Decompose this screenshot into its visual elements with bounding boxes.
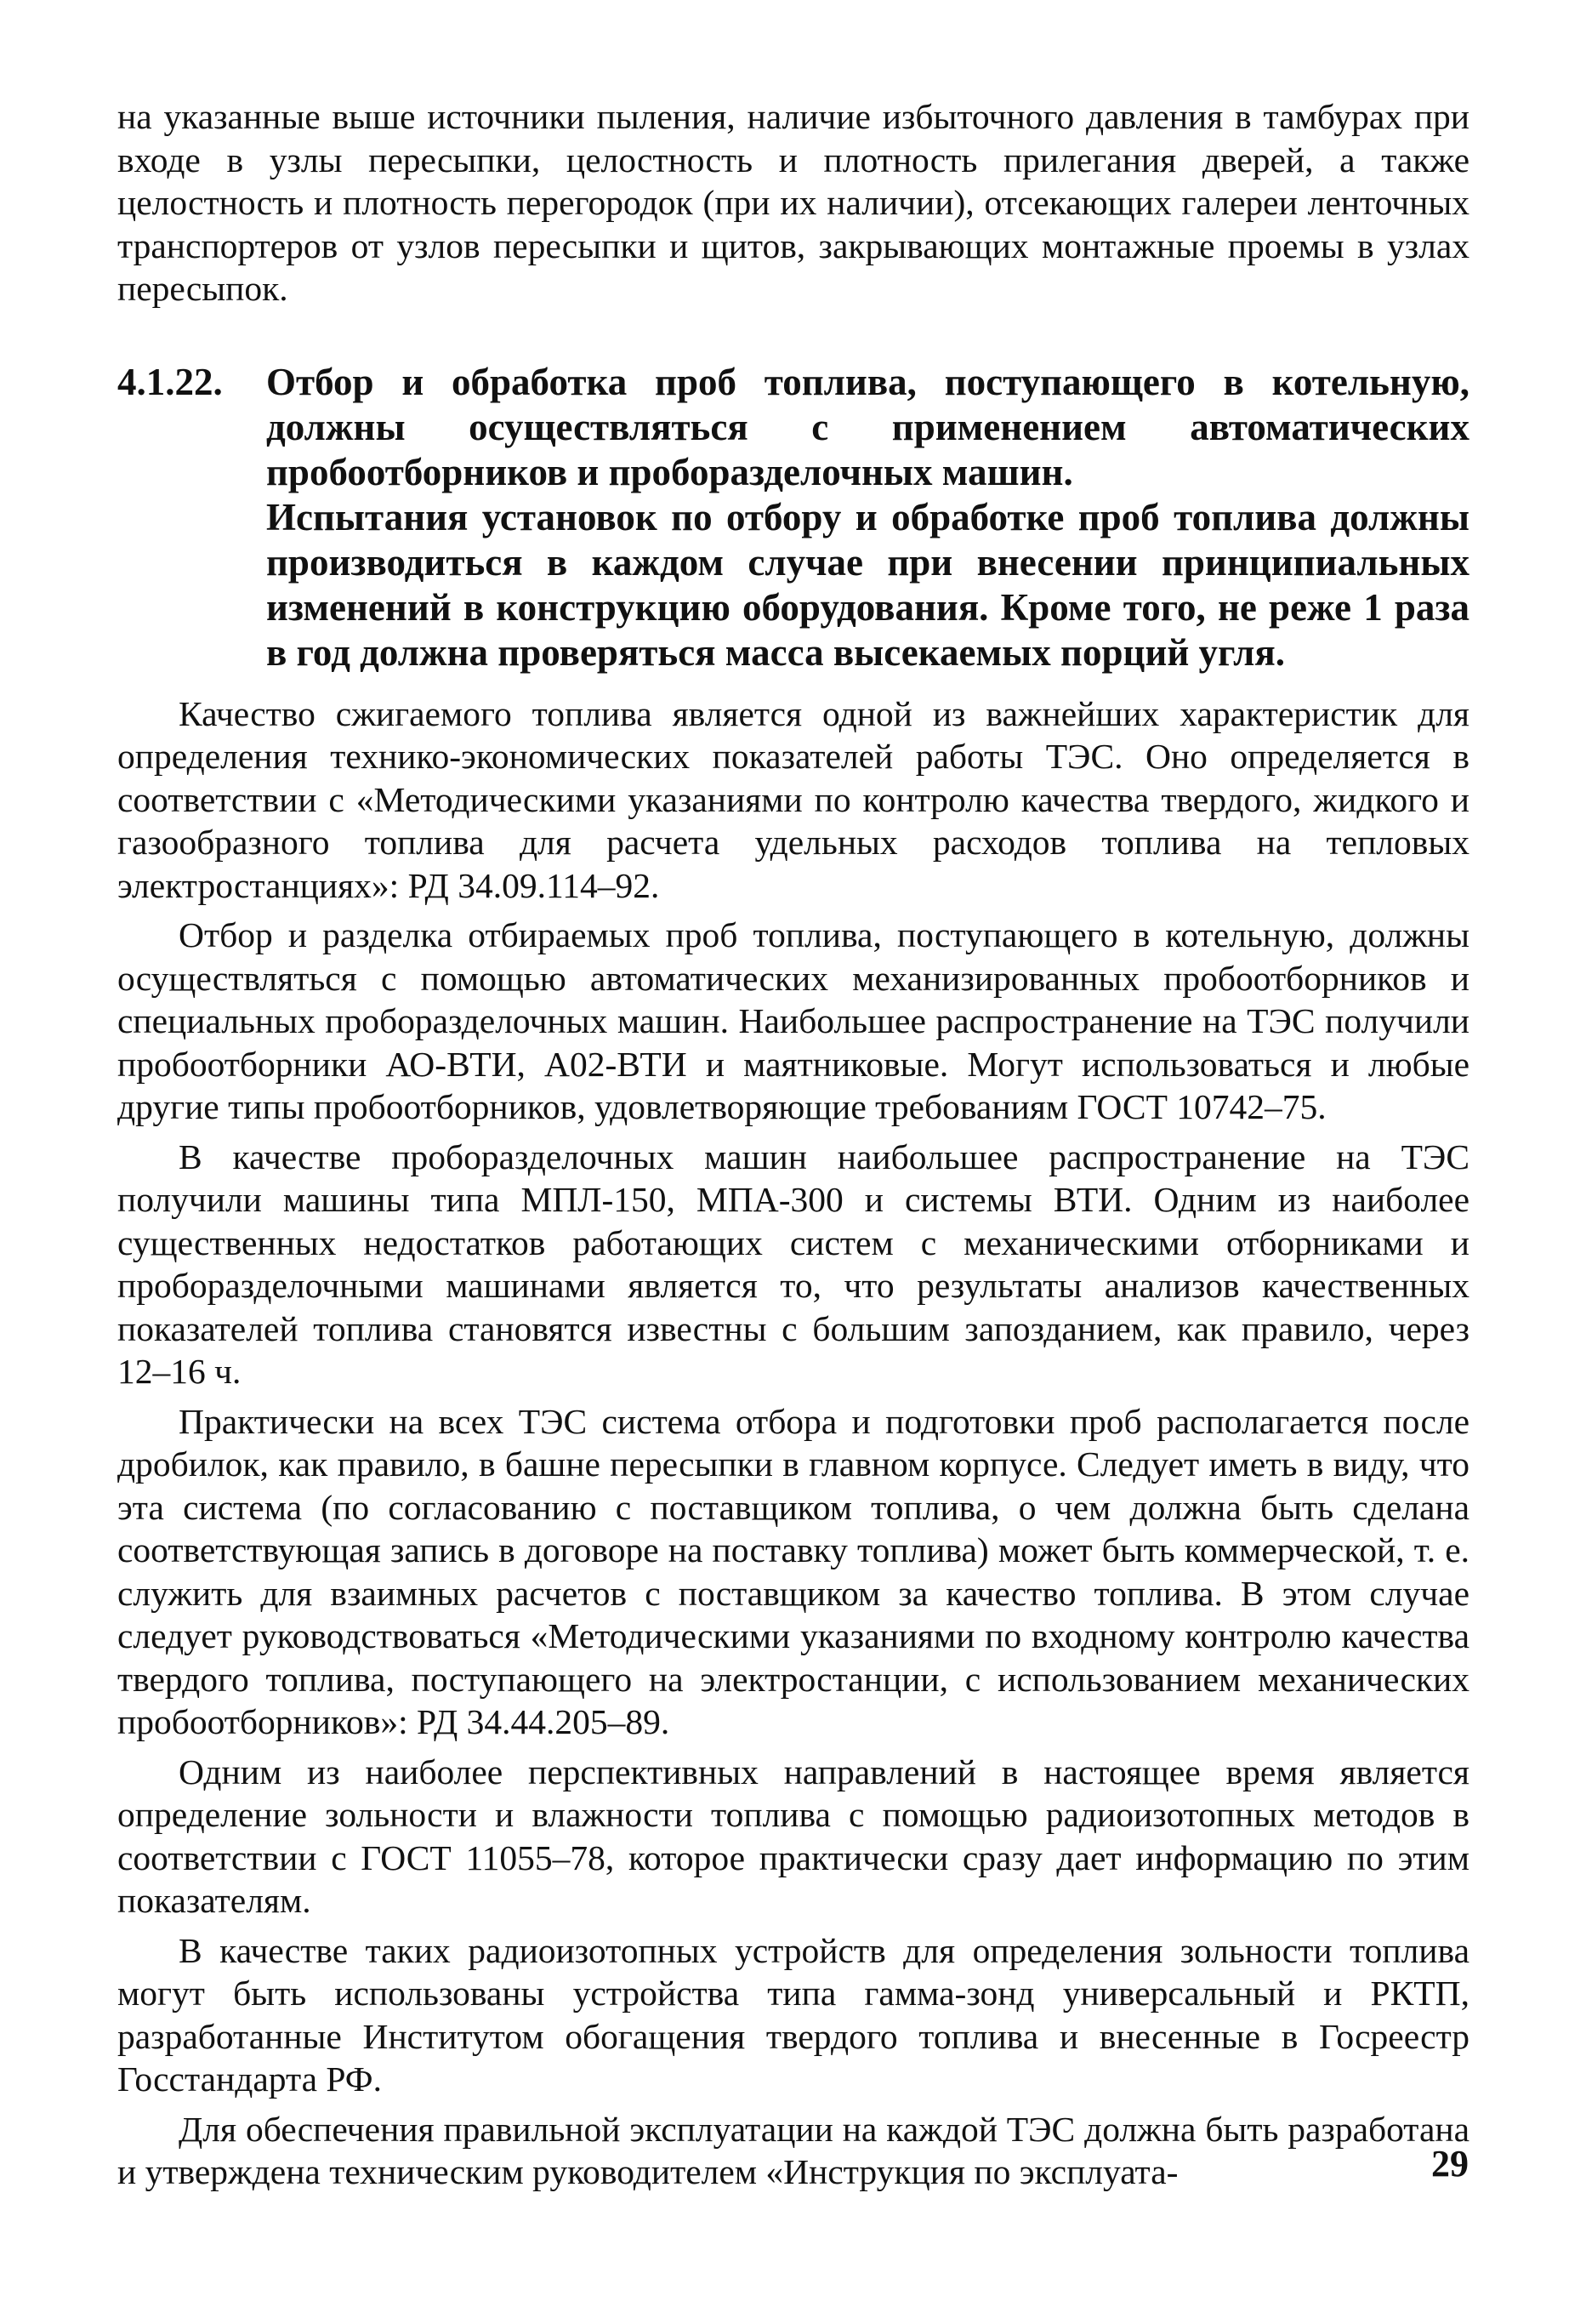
body-paragraph: Отбор и разделка отбираемых проб топлива, поступающего в котельную, должны осуществляться с помощью автоматических механизированных пробоотборников и специальных проборазделочных машин. Наибольшее распространение на ТЭС получили пробоотборники АО-ВТИ, А02-ВТИ и маятниковые. Могут использоваться и любые другие типы пробоотборников, удовлетворяющие требованиям ГОСТ 10742–75. — [117, 915, 1469, 1126]
body-paragraph: Для обеспечения правильной эксплуатации на каждой ТЭС должна быть разработана и утверждена техническим руководителем «Инструкция по эксплуата- — [117, 2109, 1469, 2191]
intro-paragraph: на указанные выше источники пыления, наличие избыточного давления в тамбурах при входе в узлы пересыпки, целостность и плотность прилегания дверей, а также целостность и плотность перегородок (при их наличии), отсекающих галереи ленточных транспортеров от узлов пересыпки и щитов, закрывающих монтажные проемы в узлах пересыпок. — [117, 97, 1469, 308]
section-heading — [266, 360, 1469, 675]
section-heading-rule-2: Испытания установок по отбору и обработке проб топлива должны производиться в каждом случае при внесении принципиальных изменений в конструкцию оборудования. Кроме того, не реже 1 раза в год должна проверяться масса высекаемых порций угля. — [266, 495, 1469, 674]
body-paragraph: Одним из наиболее перспективных направлений в настоящее время является определение зольности и влажности топлива с помощью радиоизотопных методов в соответствии с ГОСТ 11055–78, которое практически сразу дает информацию по этим показателям. — [117, 1752, 1469, 1920]
body-paragraph: Практически на всех ТЭС система отбора и подготовки проб располагается после дробилок, как правило, в башне пересыпки в главном корпусе. Следует иметь в виду, что эта система (по согласованию с поставщиком топлива, о чем должна быть сделана соответствующая запись в договоре на поставку топлива) может быть коммерческой, т. е. служить для взаимных расчетов с поставщиком за качество топлива. В этом случае следует руководствоваться «Методическими указаниями по входному контролю качества твердого топлива, поступающего на электростанции, с использованием механических пробоотборников»: РД 34.44.205–89. — [117, 1401, 1469, 1741]
body-paragraph: Качество сжигаемого топлива является одной из важнейших характеристик для определения технико-экономических показателей работы ТЭС. Оно определяется в соответствии с «Методическими указаниями по контролю качества твердого, жидкого и газообразного топлива для расчета удельных расходов топлива на тепловых электростанциях»: РД 34.09.114–92. — [117, 693, 1469, 905]
page-content — [117, 95, 1469, 2194]
section-4-1-22 — [117, 360, 1469, 675]
section-number: 4.1.22. — [117, 360, 223, 403]
body-paragraph: В качестве проборазделочных машин наибольшее распространение на ТЭС получили машины типа МПЛ-150, МПА-300 и системы ВТИ. Одним из наиболее существенных недостатков работающих систем с механическими отборниками и проборазделочными машинами является то, что результаты анализов качественных показателей топлива становятся известны с большим запозданием, как правило, через 12–16 ч. — [117, 1136, 1469, 1391]
section-heading-rule-1: Отбор и обработка проб топлива, поступающего в котельную, должны осуществляться с применением автоматических пробоотборников и проборазделочных машин. — [266, 360, 1469, 493]
body-paragraph: В качестве таких радиоизотопных устройств для определения зольности топлива могут быть использованы устройства типа гамма-зонд универсальный и РКТП, разработанные Институтом обогащения твердого топлива и внесенные в Госреестр Госстандарта РФ. — [117, 1930, 1469, 2099]
page-number: 29 — [1431, 2143, 1469, 2184]
